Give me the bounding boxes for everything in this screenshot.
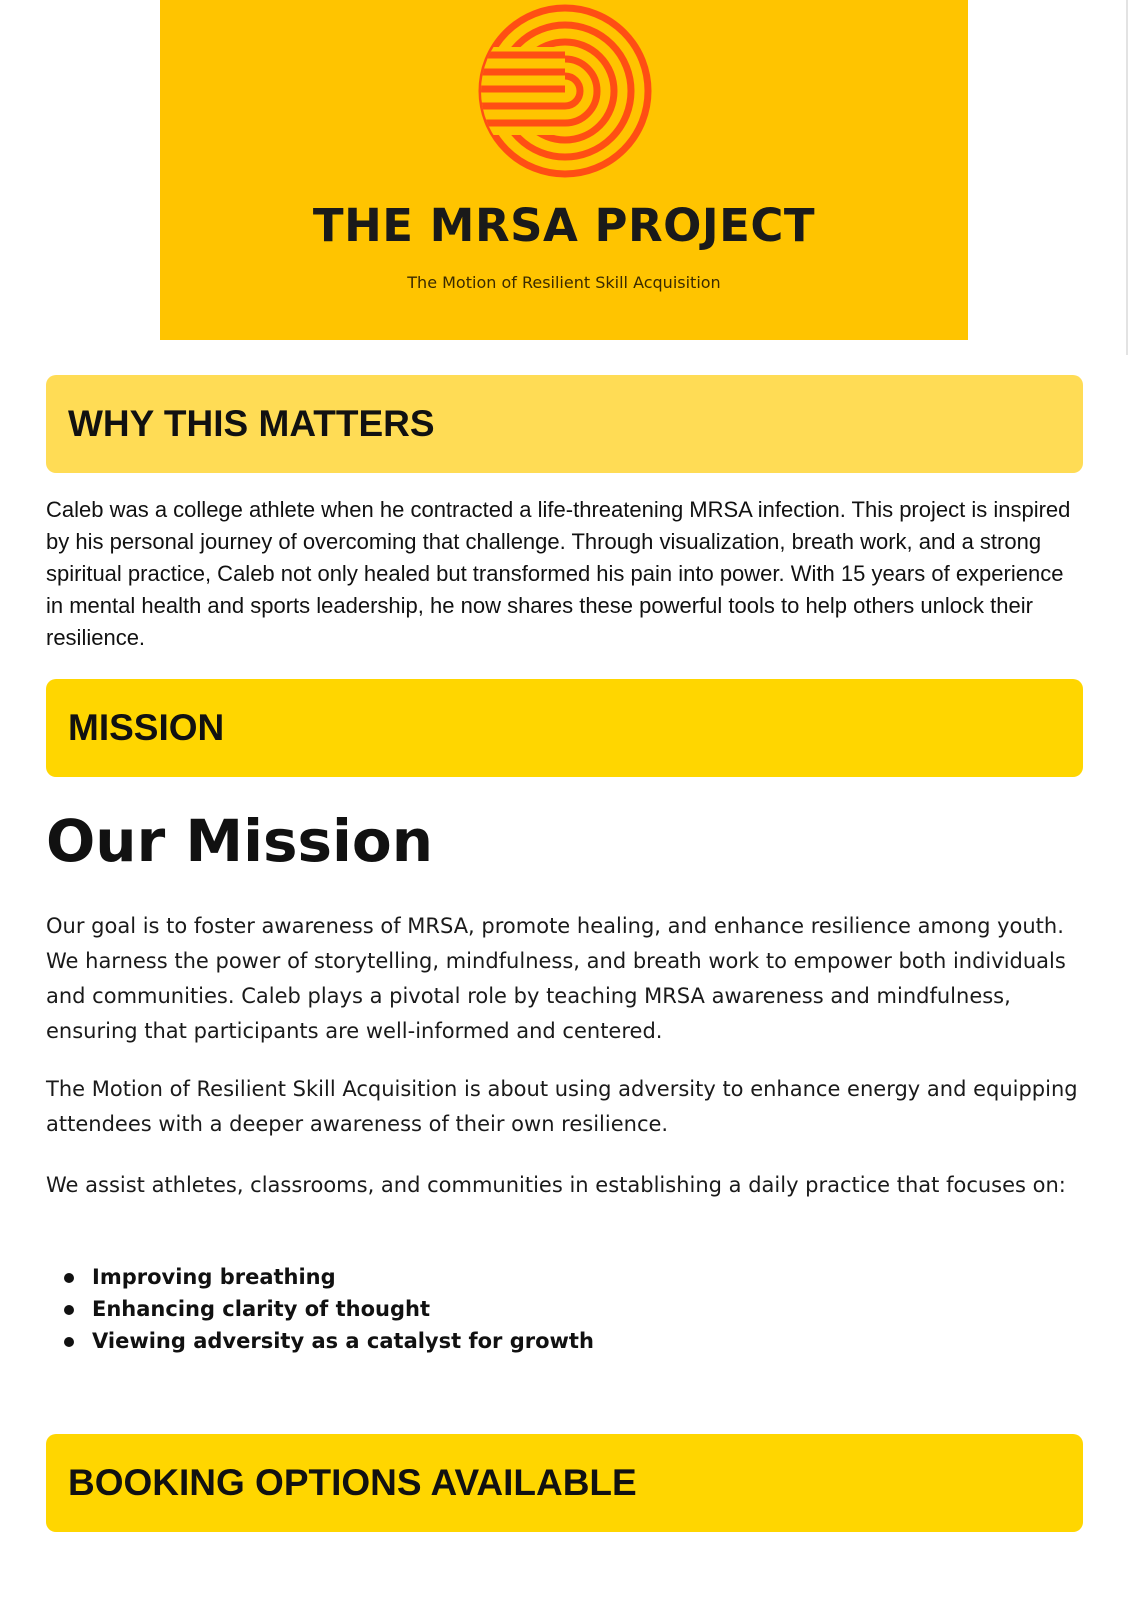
- section-heading: WHY THIS MATTERS: [68, 403, 435, 444]
- list-item: [46, 1325, 946, 1357]
- section-heading: MISSION: [68, 707, 225, 748]
- mission-paragraph-goal: Our goal is to foster awareness of MRSA, promote healing, and enhance resilience among youth. We harness the power of storytelling, mindfulness, and breath work to empower both individuals and communities. Caleb plays a pivotal role by teaching MRSA awareness and mindfulness, ensuring that participants are well-informed and centered.: [46, 914, 1066, 1043]
- bullet-dot-icon: [64, 1273, 74, 1283]
- section-heading: BOOKING OPTIONS AVAILABLE: [68, 1462, 637, 1503]
- list-item: [46, 1293, 946, 1325]
- bullet-dot-icon: [64, 1305, 74, 1315]
- section-header-why-this-matters: [46, 375, 1083, 473]
- list-item: [46, 1261, 946, 1293]
- banner-title: THE MRSA PROJECT: [312, 199, 816, 252]
- focus-list: [46, 1261, 946, 1357]
- header-banner: [160, 0, 968, 340]
- list-item-label: Viewing adversity as a catalyst for growth: [92, 1329, 594, 1353]
- section-header-mission: [46, 679, 1083, 777]
- mission-title: Our Mission: [46, 807, 434, 875]
- banner-subtitle: The Motion of Resilient Skill Acquisition: [407, 273, 721, 292]
- list-item-label: Enhancing clarity of thought: [92, 1297, 430, 1321]
- concentric-spiral-logo-icon: [477, 3, 653, 179]
- list-item-label: Improving breathing: [92, 1265, 336, 1289]
- mission-paragraph-practice: We assist athletes, classrooms, and communities in establishing a daily practice that focuses on:: [46, 1173, 1066, 1197]
- mission-paragraph-motion: The Motion of Resilient Skill Acquisition is about using adversity to enhance energy and equipping attendees with a deeper awareness of their own resilience.: [46, 1077, 1078, 1136]
- bullet-dot-icon: [64, 1337, 74, 1347]
- section-header-booking-options: [46, 1434, 1083, 1532]
- why-this-matters-text: Caleb was a college athlete when he contracted a life-threatening MRSA infection. This project is inspired by his personal journey of overcoming that challenge. Through visualization, breath work, and a strong spiritual practice, Caleb not only healed but transformed his pain into power. With 15 years of experience in mental health and sports leadership, he now shares these powerful tools to help others unlock their resilience.: [46, 497, 1071, 650]
